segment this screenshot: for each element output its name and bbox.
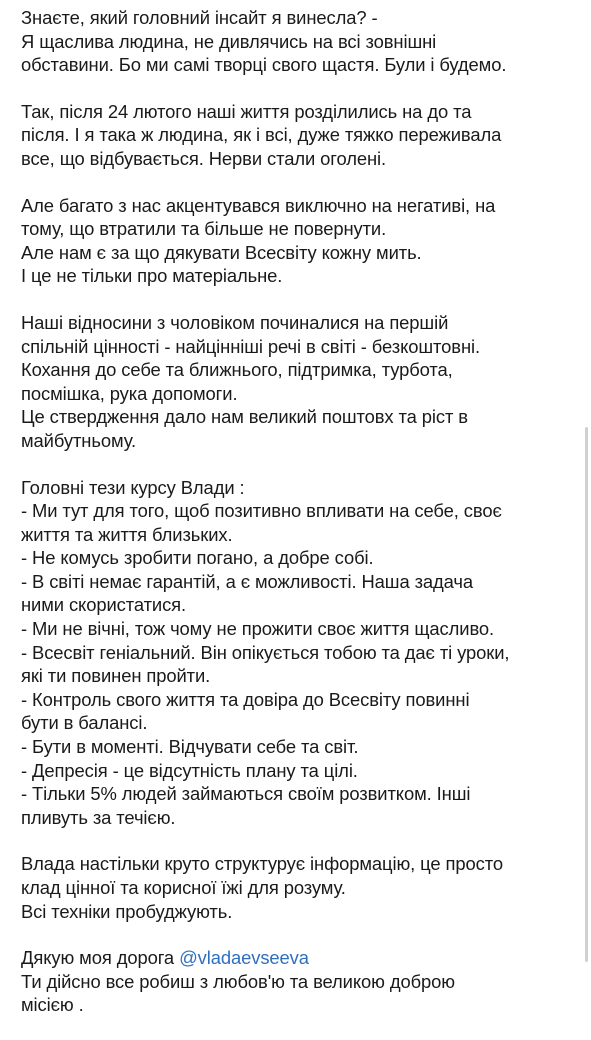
- list-item: - Ми тут для того, щоб позитивно впливати на себе, своє: [21, 500, 502, 522]
- scrollbar-thumb[interactable]: [585, 427, 588, 962]
- text-line: Ти дійсно все робиш з любов'ю та великою доброю: [21, 970, 455, 992]
- list-item: пливуть за течією.: [21, 806, 176, 828]
- list-item: - Не комусь зробити погано, а добре собі.: [21, 547, 374, 569]
- list-item: які ти повинен пройти.: [21, 665, 211, 687]
- post-text: [21, 6, 586, 1040]
- thanks-text: Дякую моя дорога: [21, 947, 180, 969]
- text-line: Але багато з нас акцентувався виключно на негативі, на: [21, 194, 496, 216]
- text-line: Влада настільки круто структурує інформацію, це просто: [21, 853, 504, 875]
- list-item: - Контроль свого життя та довіра до Всесвіту повинні: [21, 688, 470, 710]
- text-line: після. І я така ж людина, як і всі, дуже тяжко переживала: [21, 124, 502, 146]
- text-line: тому, що втратили та більше не повернути.: [21, 218, 387, 240]
- text-line: Всі техніки пробуджують.: [21, 900, 233, 922]
- text-line: Це ствердження дало нам великий поштовх та ріст в: [21, 406, 468, 428]
- paragraph-structure: [21, 852, 586, 923]
- list-item: - Бути в моменті. Відчувати себе та світ.: [21, 736, 359, 758]
- text-line: І це не тільки про матеріальне.: [21, 265, 283, 287]
- mention-link[interactable]: @vladaevseeva: [179, 947, 309, 969]
- list-item: бути в балансі.: [21, 712, 148, 734]
- text-line: Так, після 24 лютого наші життя розділились на до та: [21, 100, 472, 122]
- list-item: ними скористатися.: [21, 594, 187, 616]
- text-line: Я щаслива людина, не дивлячись на всі зовнішні: [21, 30, 437, 52]
- list-item: - Всесвіт геніальний. Він опікується тобою та дає ті уроки,: [21, 641, 510, 663]
- list-item: - В світі немає гарантій, а є можливості. Наша задача: [21, 570, 474, 592]
- text-line: спільній цінності - найцінніші речі в світі - безкоштовні.: [21, 335, 480, 357]
- text-line: обставини. Бо ми самі творці свого щастя. Були і будемо.: [21, 54, 507, 76]
- paragraph-after-feb24: [21, 100, 586, 171]
- thanks-line: [21, 946, 586, 970]
- text-line: Але нам є за що дякувати Всесвіту кожну мить.: [21, 241, 422, 263]
- text-line: Кохання до себе та ближнього, підтримка, турбота,: [21, 359, 453, 381]
- text-line: все, що відбувається. Нерви стали оголені.: [21, 147, 387, 169]
- paragraph-thanks: [21, 946, 586, 1017]
- text-line: Знаєте, який головний інсайт я винесла? -: [21, 7, 378, 28]
- paragraph-course-theses: [21, 476, 586, 830]
- list-item: - Тільки 5% людей займаються своїм розвитком. Інші: [21, 783, 471, 805]
- paragraph-relationship: [21, 311, 586, 453]
- text-line: майбутньому.: [21, 429, 136, 451]
- text-line: клад цінної та корисної їжі для розуму.: [21, 877, 346, 898]
- list-item: - Депресія - це відсутність плану та цілі.: [21, 759, 358, 781]
- text-line: місією .: [21, 994, 84, 1016]
- text-line: посмішка, рука допомоги.: [21, 382, 238, 404]
- list-item: життя та життя близьких.: [21, 523, 233, 545]
- theses-heading: Головні тези курсу Влади :: [21, 476, 245, 498]
- text-line: Наші відносини з чоловіком починалися на першій: [21, 311, 449, 333]
- paragraph-insight: [21, 6, 586, 77]
- list-item: - Ми не вічні, тож чому не прожити своє життя щасливо.: [21, 618, 495, 640]
- paragraph-gratitude: [21, 194, 586, 288]
